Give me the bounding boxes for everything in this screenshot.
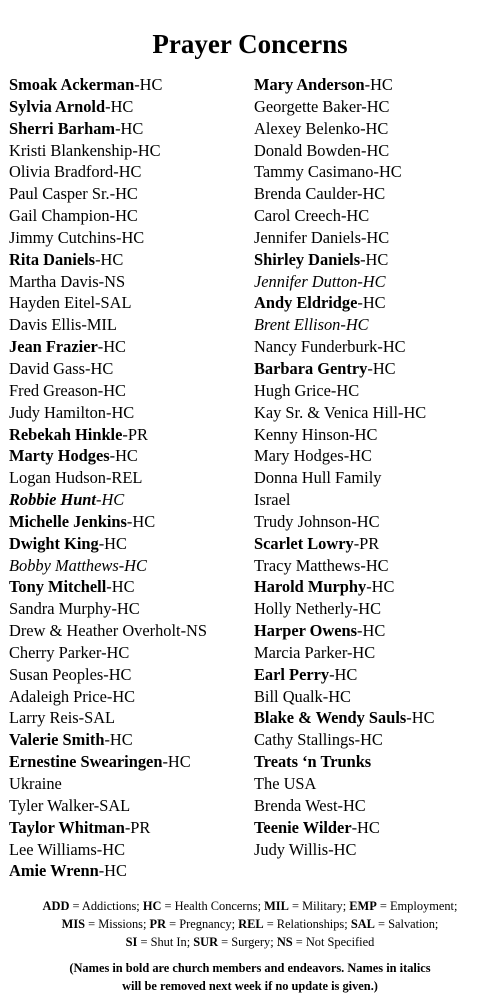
- prayer-entry-code: -HC: [113, 162, 142, 182]
- prayer-entry-name: Earl Perry: [254, 664, 330, 684]
- prayer-entry: [9, 664, 207, 686]
- prayer-entry-name: Sandra Murphy: [9, 599, 112, 619]
- prayer-entry-name: Olivia Bradford: [9, 162, 114, 182]
- prayer-entry: [9, 336, 207, 358]
- prayer-entry-code: -HC: [105, 402, 135, 422]
- legend-meaning: Not Specified: [305, 935, 375, 949]
- prayer-entry: [9, 860, 207, 882]
- prayer-entry-name: Sherri Barham: [9, 118, 116, 138]
- prayer-entry: [9, 314, 207, 336]
- prayer-entry: [9, 380, 207, 402]
- prayer-entry-name: Paul Casper Sr.: [9, 184, 110, 204]
- prayer-entry-code: -HC: [118, 555, 147, 575]
- prayer-entry: [254, 642, 435, 664]
- legend-separator: ;: [186, 935, 194, 949]
- prayer-entry: [9, 576, 207, 598]
- prayer-entry-code: -HC: [373, 162, 402, 182]
- prayer-entry-code: -HC: [366, 577, 395, 597]
- prayer-entry-name: Trudy Johnson: [254, 511, 352, 531]
- prayer-entry-name: Carol Creech: [254, 206, 341, 226]
- prayer-entry-name: Smoak Ackerman: [9, 75, 135, 94]
- abbreviation-legend: [0, 897, 500, 951]
- prayer-entry-code: -HC: [134, 75, 163, 94]
- prayer-entry-name: Drew & Heather Overholt: [9, 621, 181, 641]
- prayer-entry-name: Harold Murphy: [254, 577, 367, 597]
- prayer-entry: [254, 424, 435, 446]
- prayer-entry-code: -SAL: [78, 708, 116, 728]
- prayer-entry-code: -NS: [180, 621, 208, 641]
- prayer-entry-name: Mary Hodges: [254, 446, 344, 466]
- prayer-entry-name: Marty Hodges: [9, 446, 110, 466]
- prayer-entry: [9, 205, 207, 227]
- prayer-entry: [9, 729, 207, 751]
- prayer-entry: [9, 686, 207, 708]
- prayer-entry-code: -HC: [109, 446, 138, 466]
- prayer-entry-name: Tyler Walker: [9, 795, 94, 815]
- prayer-entry-code: -HC: [105, 96, 134, 116]
- prayer-entry: [9, 271, 207, 293]
- prayer-entry-name: Adaleigh Price: [9, 686, 107, 706]
- legend-code: REL: [238, 917, 264, 931]
- legend-separator: ;: [270, 935, 277, 949]
- legend-line: SI = Shut In; SUR = Surgery; NS = Not Specified: [125, 935, 375, 949]
- prayer-entry-name: Sylvia Arnold: [9, 96, 106, 116]
- prayer-entry-name: Bill Qualk: [254, 686, 323, 706]
- prayer-entry-code: -HC: [162, 752, 191, 772]
- prayer-entry: [9, 140, 207, 162]
- prayer-entry: [9, 183, 207, 205]
- legend-code: MIL: [264, 899, 289, 913]
- prayer-entry-code: -HC: [106, 686, 136, 706]
- legend-meaning: Military: [302, 899, 343, 913]
- legend-meaning: Health Concerns: [174, 899, 258, 913]
- prayer-entry-code: -HC: [95, 249, 124, 269]
- prayer-entry-name: Tammy Casimano: [254, 162, 374, 182]
- prayer-entry-name: Jennifer Dutton: [254, 271, 358, 291]
- prayer-entry-name: Larry Reis: [9, 708, 79, 728]
- prayer-entry-name: Donald Bowden: [254, 140, 361, 160]
- prayer-entry-code: -HC: [116, 227, 145, 247]
- prayer-entry-name: Kristi Blankenship: [9, 140, 133, 160]
- prayer-entry-name: Jimmy Cutchins: [9, 227, 117, 247]
- prayer-entry: [9, 817, 207, 839]
- prayer-entry-name: Cathy Stallings: [254, 730, 355, 750]
- prayer-entry-name: Michelle Jenkins: [9, 511, 127, 531]
- prayer-entry-code: -SAL: [95, 293, 132, 313]
- prayer-entry-name: Jean Frazier: [9, 337, 98, 357]
- prayer-entry: [254, 598, 435, 620]
- prayer-entry-name: Brenda Caulder: [254, 184, 357, 204]
- prayer-entry: [254, 227, 435, 249]
- prayer-entry-name: Ernestine Swearingen: [9, 752, 163, 772]
- prayer-entry-code: -HC: [340, 315, 369, 335]
- prayer-entry-name: Martha Davis: [9, 271, 99, 291]
- prayer-entry: [9, 839, 207, 861]
- legend-separator: ;: [143, 917, 150, 931]
- prayer-entry-code: -HC: [103, 664, 132, 684]
- prayer-entry: [254, 795, 435, 817]
- prayer-entry-code: -HC: [330, 380, 360, 400]
- prayer-entry-code: -HC: [360, 140, 390, 160]
- legend-meaning: Addictions: [81, 899, 137, 913]
- prayer-entry-name: Robbie Hunt: [9, 490, 96, 510]
- prayer-entry-code: -HC: [361, 96, 390, 116]
- prayer-entry: [254, 707, 435, 729]
- prayer-entry: [9, 467, 207, 489]
- legend-meaning: Employment: [389, 899, 454, 913]
- prayer-entry: [254, 358, 435, 380]
- prayer-entry: [254, 533, 435, 555]
- prayer-entry: [254, 271, 435, 293]
- note-line-2: will be removed next week if no update is given.): [122, 979, 378, 993]
- prayer-entry-code: -HC: [364, 75, 393, 94]
- prayer-entry-code: -HC: [406, 708, 435, 728]
- prayer-entry-code: -HC: [96, 839, 126, 859]
- prayer-entry-code: -HC: [357, 271, 386, 291]
- prayer-entry-name: Shirley Daniels: [254, 249, 361, 269]
- prayer-entry: [9, 118, 207, 140]
- prayer-entry-code: -HC: [349, 424, 378, 444]
- prayer-entry-name: Judy Willis: [254, 839, 329, 859]
- prayer-entry-code: -HC: [357, 621, 386, 641]
- prayer-entry-code: -HC: [109, 206, 138, 226]
- prayer-entry-code: -HC: [98, 861, 127, 881]
- prayer-entry: [9, 249, 207, 271]
- prayer-entry-code: -HC: [329, 664, 358, 684]
- prayer-entry-code: -HC: [367, 358, 396, 378]
- prayer-entry-name: Taylor Whitman: [9, 817, 125, 837]
- prayer-entry-name: Teenie Wilder: [254, 817, 352, 837]
- legend-separator: ;: [434, 917, 439, 931]
- prayer-entry-code: -REL: [105, 468, 143, 488]
- page-title: Prayer Concerns: [152, 29, 348, 59]
- prayer-entry: [9, 358, 207, 380]
- prayer-entry: [9, 292, 207, 314]
- legend-separator: ;: [344, 917, 351, 931]
- prayer-entry: [254, 336, 435, 358]
- prayer-entry-code: -HC: [360, 249, 389, 269]
- prayer-entry-code: -HC: [340, 206, 370, 226]
- legend-line: ADD = Addictions; HC = Health Concerns; MIL = Military; EMP = Employment;: [42, 899, 458, 913]
- prayer-entry: [9, 511, 207, 533]
- legend-code: SAL: [350, 917, 375, 931]
- prayer-entry-code: -HC: [351, 511, 380, 531]
- prayer-entry-name: Treats ‘n Trunks: [254, 752, 372, 772]
- prayer-entry-code: -HC: [351, 817, 380, 837]
- prayer-entry-name: Holly Netherly: [254, 599, 353, 619]
- prayer-entry: [9, 533, 207, 555]
- legend-separator: ;: [342, 899, 350, 913]
- prayer-entry: [254, 74, 435, 96]
- prayer-entry: [254, 161, 435, 183]
- legend-line: MIS = Missions; PR = Pregnancy; REL = Relationships; SAL = Salvation;: [61, 917, 439, 931]
- prayer-entry: [9, 424, 207, 446]
- prayer-entry-code: -HC: [98, 533, 127, 553]
- prayer-entry-name: The USA: [254, 774, 317, 793]
- prayer-entry-code: -HC: [360, 555, 389, 575]
- prayer-entry: [9, 445, 207, 467]
- prayer-entry: [254, 445, 435, 467]
- prayer-entry-code: -HC: [109, 184, 138, 204]
- prayer-entry-name: Dwight King: [9, 533, 99, 553]
- prayer-entry-code: -HC: [95, 490, 125, 510]
- prayer-entry-code: -HC: [357, 184, 386, 204]
- prayer-entry-code: -HC: [328, 839, 357, 859]
- prayer-entry-name: Logan Hudson: [9, 468, 106, 488]
- legend-code: NS: [276, 935, 293, 949]
- prayer-entry-name: David Gass: [9, 358, 86, 378]
- prayer-entry-code: -HC: [322, 686, 351, 706]
- prayer-entry: [254, 118, 435, 140]
- prayer-entry-name: Susan Peoples: [9, 664, 104, 684]
- legend-meaning: Shut In: [150, 935, 187, 949]
- legend-meaning: Relationships: [276, 917, 345, 931]
- prayer-entry-name: Rebekah Hinkle: [9, 424, 123, 444]
- prayer-entry: [9, 707, 207, 729]
- prayer-entry-name: Hugh Grice: [254, 380, 331, 400]
- prayer-entry: [254, 140, 435, 162]
- prayer-entry-name: Donna Hull Family: [254, 468, 382, 488]
- prayer-entry-name: Cherry Parker: [9, 642, 102, 662]
- prayer-entry-code: -HC: [97, 380, 126, 400]
- prayer-entry-name: Fred Greason: [9, 380, 98, 400]
- prayer-entry-name: Tony Mitchell: [9, 577, 107, 597]
- legend-code: HC: [142, 899, 162, 913]
- prayer-entry-code: -HC: [360, 118, 389, 138]
- prayer-entry-name: Barbara Gentry: [254, 358, 368, 378]
- prayer-entry-code: -HC: [352, 599, 382, 619]
- prayer-entry: [254, 620, 435, 642]
- prayer-entry-name: Andy Eldridge: [254, 293, 358, 313]
- prayer-entry-name: Mary Anderson: [254, 75, 365, 94]
- prayer-entry: [9, 795, 207, 817]
- prayer-list-left-column: [9, 74, 207, 882]
- prayer-entry-code: -HC: [101, 642, 130, 662]
- prayer-entry: [9, 598, 207, 620]
- prayer-entry-name: Israel: [254, 490, 291, 510]
- prayer-entry: [254, 314, 435, 336]
- prayer-entry: [9, 773, 207, 795]
- prayer-entry-code: -HC: [106, 577, 135, 597]
- prayer-entry: [254, 292, 435, 314]
- prayer-entry: [254, 467, 435, 489]
- prayer-entry-name: Brent Ellison: [254, 315, 341, 335]
- legend-code: ADD: [42, 899, 70, 913]
- prayer-entry: [9, 642, 207, 664]
- prayer-entry-name: Georgette Baker: [254, 96, 362, 116]
- legend-meaning: Surgery: [231, 935, 271, 949]
- legend-code: SUR: [193, 935, 219, 949]
- legend-code: SI: [125, 935, 138, 949]
- prayer-entry: [254, 205, 435, 227]
- prayer-entry-name: Nancy Funderburk: [254, 337, 378, 357]
- prayer-entry: [254, 511, 435, 533]
- prayer-entry-name: Gail Champion: [9, 206, 110, 226]
- prayer-entry: [254, 773, 435, 795]
- legend-code: EMP: [349, 899, 377, 913]
- prayer-entry-name: Lee Williams: [9, 839, 97, 859]
- prayer-entry-code: -HC: [377, 337, 406, 357]
- prayer-entry-code: -NS: [98, 271, 126, 291]
- prayer-entry-code: -HC: [104, 730, 133, 750]
- prayer-entry-code: -HC: [346, 642, 376, 662]
- prayer-entry-code: -HC: [97, 337, 126, 357]
- prayer-entry-code: -PR: [124, 817, 151, 837]
- legend-meaning: Salvation: [388, 917, 435, 931]
- prayer-entry: [9, 74, 207, 96]
- prayer-entry: [254, 664, 435, 686]
- prayer-entry: [254, 249, 435, 271]
- prayer-entry-code: -HC: [126, 511, 156, 531]
- prayer-entry: [9, 489, 207, 511]
- prayer-entry-code: -HC: [354, 730, 383, 750]
- prayer-entry: [9, 96, 207, 118]
- prayer-entry-name: Harper Owens: [254, 621, 358, 641]
- prayer-entry-name: Kay Sr. & Venica Hill: [254, 402, 399, 422]
- prayer-entry: [254, 489, 435, 511]
- prayer-entry: [254, 686, 435, 708]
- prayer-entry-code: -PR: [353, 533, 380, 553]
- prayer-entry: [254, 96, 435, 118]
- prayer-entry-name: Ukraine: [9, 774, 62, 793]
- prayer-entry-name: Judy Hamilton: [9, 402, 106, 422]
- prayer-entry-code: -HC: [132, 140, 161, 160]
- legend-code: PR: [149, 917, 167, 931]
- prayer-entry-name: Davis Ellis: [9, 315, 82, 335]
- prayer-entry-name: Scarlet Lowry: [254, 533, 354, 553]
- prayer-entry: [254, 839, 435, 861]
- prayer-entry: [254, 380, 435, 402]
- prayer-entry-code: -HC: [360, 227, 390, 247]
- prayer-entry-code: -HC: [357, 293, 386, 313]
- prayer-entry: [9, 402, 207, 424]
- prayer-entry: [9, 161, 207, 183]
- prayer-entry: [254, 555, 435, 577]
- prayer-entry: [9, 620, 207, 642]
- legend-meaning: Missions: [98, 917, 143, 931]
- prayer-entry-name: Bobby Matthews: [9, 555, 119, 575]
- prayer-entry: [254, 729, 435, 751]
- legend-separator: ;: [453, 899, 458, 913]
- legend-meaning: Pregnancy: [179, 917, 232, 931]
- prayer-entry-name: Amie Wrenn: [9, 861, 99, 881]
- formatting-note: [0, 959, 500, 995]
- prayer-entry: [9, 751, 207, 773]
- legend-separator: ;: [257, 899, 265, 913]
- prayer-entry-code: -HC: [343, 446, 372, 466]
- prayer-entry-name: Valerie Smith: [9, 730, 105, 750]
- prayer-entry-name: Brenda West: [254, 795, 338, 815]
- prayer-entry-code: -HC: [111, 599, 140, 619]
- prayer-entry-name: Marcia Parker: [254, 642, 347, 662]
- prayer-entry: [254, 183, 435, 205]
- prayer-entry: [254, 817, 435, 839]
- prayer-entry-code: -HC: [115, 118, 144, 138]
- prayer-entry-name: Tracy Matthews: [254, 555, 361, 575]
- prayer-entry-code: -SAL: [93, 795, 131, 815]
- prayer-entry: [254, 402, 435, 424]
- prayer-entry-code: -PR: [122, 424, 148, 444]
- prayer-entry: [254, 751, 435, 773]
- prayer-list-right-column: [254, 74, 435, 860]
- prayer-entry: [9, 227, 207, 249]
- prayer-entry: [254, 576, 435, 598]
- prayer-entry-name: Rita Daniels: [9, 249, 96, 269]
- prayer-entry-name: Hayden Eitel: [9, 293, 96, 313]
- prayer-entry-code: -HC: [337, 795, 366, 815]
- prayer-entry-name: Blake & Wendy Sauls: [254, 708, 407, 728]
- prayer-entry-name: Kenny Hinson: [254, 424, 350, 444]
- note-line-1: (Names in bold are church members and endeavors. Names in italics: [69, 961, 431, 975]
- legend-code: MIS: [61, 917, 86, 931]
- prayer-entry-code: -HC: [398, 402, 427, 422]
- prayer-entry: [9, 555, 207, 577]
- legend-separator: ;: [136, 899, 143, 913]
- prayer-entry-code: -HC: [85, 358, 114, 378]
- legend-separator: ;: [231, 917, 239, 931]
- prayer-entry-code: -MIL: [81, 315, 117, 335]
- prayer-entry-name: Jennifer Daniels: [254, 227, 361, 247]
- prayer-entry-name: Alexey Belenko: [254, 118, 361, 138]
